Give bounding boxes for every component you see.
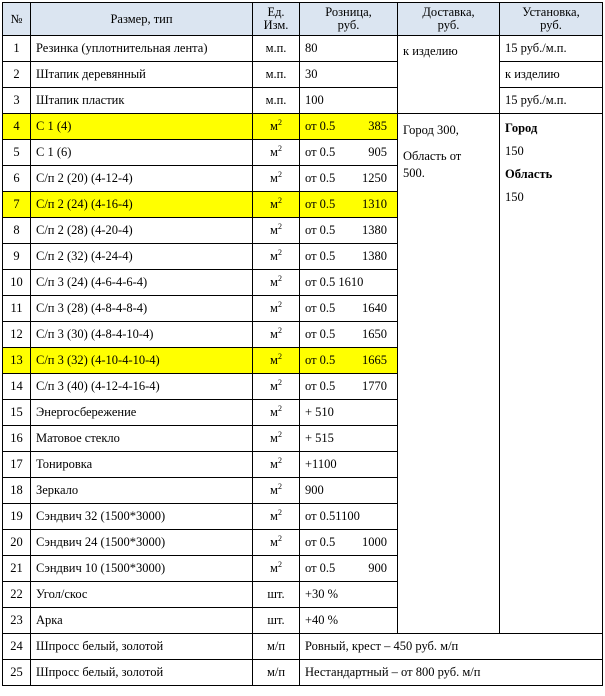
- row-unit: [253, 218, 300, 244]
- install-cell: [500, 88, 603, 114]
- price-value: 900: [368, 561, 387, 575]
- row-name: [31, 478, 253, 504]
- unit-superscript: 2: [277, 533, 282, 543]
- unit-superscript: 2: [277, 221, 282, 231]
- row-number-text: 13: [10, 353, 23, 367]
- row-name-text: С/п 3 (40) (4-12-4-16-4): [36, 379, 160, 393]
- row-price: [300, 270, 398, 296]
- price-value: 1000: [362, 535, 387, 549]
- row-unit-text: м: [270, 561, 278, 575]
- table-row: [3, 36, 603, 62]
- install-text: 15 руб./м.п.: [505, 93, 567, 107]
- row-name: [31, 530, 253, 556]
- row-unit: [253, 166, 300, 192]
- row-name: [31, 556, 253, 582]
- row-price: [300, 296, 398, 322]
- row-price: [300, 556, 398, 582]
- row-number: [3, 374, 31, 400]
- row-name-text: Сэндвич 24 (1500*3000): [36, 535, 166, 549]
- row-name-text: С 1 (4): [36, 119, 72, 133]
- delivery-line: Город 300,: [403, 123, 459, 137]
- row-unit: [253, 504, 300, 530]
- row-name: [31, 660, 253, 686]
- row-number: [3, 166, 31, 192]
- row-unit: [253, 36, 300, 62]
- row-unit-text: м: [270, 119, 278, 133]
- row-unit: [253, 322, 300, 348]
- row-price: [300, 62, 398, 88]
- row-name: [31, 634, 253, 660]
- row-number-text: 18: [10, 483, 23, 497]
- row-unit-text: м: [270, 223, 278, 237]
- row-unit-text: м: [270, 431, 278, 445]
- price-min-qty: от 0.5: [305, 171, 336, 185]
- price-min-qty: от 0.5: [305, 249, 336, 263]
- row-name-text: С/п 2 (28) (4-20-4): [36, 223, 133, 237]
- unit-superscript: 2: [277, 117, 282, 127]
- row-unit: [253, 400, 300, 426]
- row-number-text: 7: [13, 197, 20, 211]
- row-name: [31, 322, 253, 348]
- row-price: [300, 608, 398, 634]
- unit-superscript: 2: [277, 403, 282, 413]
- row-name-text: Арка: [36, 613, 63, 627]
- row-number: [3, 556, 31, 582]
- row-unit-text: м: [270, 405, 278, 419]
- row-name-text: Штапик деревянный: [36, 67, 146, 81]
- row-number-text: 3: [13, 93, 20, 107]
- row-number-text: 11: [10, 301, 23, 315]
- header-unit: Ед. Изм.: [253, 3, 300, 36]
- row-number: [3, 634, 31, 660]
- row-name: [31, 400, 253, 426]
- install-city-label: Город: [505, 121, 538, 135]
- row-name: [31, 192, 253, 218]
- price-text: 80: [305, 41, 318, 55]
- row-number-text: 19: [10, 509, 23, 523]
- row-unit-text: м: [270, 327, 278, 341]
- unit-superscript: 2: [277, 325, 282, 335]
- row-name-text: Сэндвич 32 (1500*3000): [36, 509, 166, 523]
- price-value: 1310: [362, 197, 387, 211]
- row-number: [3, 36, 31, 62]
- row-price: [300, 530, 398, 556]
- unit-superscript: 2: [277, 455, 282, 465]
- unit-superscript: 2: [277, 169, 282, 179]
- unit-superscript: 2: [277, 247, 282, 257]
- row-number-text: 12: [10, 327, 23, 341]
- header-price: Розница, руб.: [300, 3, 398, 36]
- unit-superscript: 2: [277, 481, 282, 491]
- row-price: [300, 36, 398, 62]
- row-name: [31, 218, 253, 244]
- table-row: [3, 62, 603, 88]
- row-name-text: Шпросс белый, золотой: [36, 639, 164, 653]
- row-number-text: 2: [13, 67, 20, 81]
- row-unit: [253, 530, 300, 556]
- install-text: к изделию: [505, 67, 560, 81]
- delivery-cell-items: [398, 36, 500, 114]
- row-unit: [253, 244, 300, 270]
- row-name: [31, 166, 253, 192]
- header-row: [3, 3, 603, 36]
- install-region-label: Область: [505, 167, 553, 181]
- row-name-text: С/п 2 (24) (4-16-4): [36, 197, 133, 211]
- row-number-text: 5: [13, 145, 20, 159]
- price-min-qty: от 0.5: [305, 145, 336, 159]
- row-name-text: С/п 3 (24) (4-6-4-6-4): [36, 275, 148, 289]
- price-text: +40 %: [305, 613, 339, 627]
- price-min-qty: от 0.5: [305, 535, 336, 549]
- price-min-qty: от 0.5: [305, 223, 336, 237]
- price-value: 905: [368, 145, 387, 159]
- row-unit-text: м: [270, 379, 278, 393]
- row-unit-text: шт.: [267, 587, 285, 601]
- table-row: [3, 114, 603, 140]
- row-unit: [253, 192, 300, 218]
- row-name: [31, 608, 253, 634]
- install-cell-glass: [500, 114, 603, 634]
- row-number-text: 15: [10, 405, 23, 419]
- row-unit-text: м: [270, 483, 278, 497]
- row-price: [300, 660, 603, 686]
- row-number-text: 4: [13, 119, 20, 133]
- row-name-text: С/п 2 (32) (4-24-4): [36, 249, 133, 263]
- row-number-text: 1: [13, 41, 20, 55]
- table-row: [3, 634, 603, 660]
- row-number: [3, 244, 31, 270]
- price-min-qty: от 0.5: [305, 379, 336, 393]
- row-name: [31, 62, 253, 88]
- row-number-text: 9: [13, 249, 20, 263]
- row-number: [3, 270, 31, 296]
- price-value: 1665: [362, 353, 387, 367]
- row-unit: [253, 582, 300, 608]
- row-unit: [253, 270, 300, 296]
- unit-superscript: 2: [277, 429, 282, 439]
- row-unit: [253, 426, 300, 452]
- row-number: [3, 478, 31, 504]
- row-number-text: 6: [13, 171, 20, 185]
- row-name-text: Энергосбережение: [36, 405, 137, 419]
- install-cell: [500, 62, 603, 88]
- row-price: [300, 114, 398, 140]
- row-unit: [253, 452, 300, 478]
- row-name: [31, 426, 253, 452]
- row-number: [3, 660, 31, 686]
- row-unit-text: м: [270, 535, 278, 549]
- row-number: [3, 218, 31, 244]
- price-text: +30 %: [305, 587, 339, 601]
- row-number: [3, 114, 31, 140]
- row-unit: [253, 660, 300, 686]
- row-unit: [253, 374, 300, 400]
- row-unit: [253, 556, 300, 582]
- row-name: [31, 88, 253, 114]
- row-price: [300, 348, 398, 374]
- row-unit-text: м/п: [266, 665, 286, 679]
- price-value: 1250: [362, 171, 387, 185]
- row-price: [300, 218, 398, 244]
- row-name-text: С/п 3 (30) (4-8-4-10-4): [36, 327, 154, 341]
- row-name-text: Тонировка: [36, 457, 93, 471]
- row-price: [300, 192, 398, 218]
- delivery-line: Область от: [403, 149, 462, 163]
- price-text: 100: [305, 93, 324, 107]
- row-price: [300, 504, 398, 530]
- price-value: 385: [368, 119, 387, 133]
- price-text: 900: [305, 483, 324, 497]
- row-price: [300, 374, 398, 400]
- row-number-text: 14: [10, 379, 23, 393]
- row-unit-text: м: [270, 301, 278, 315]
- row-unit: [253, 348, 300, 374]
- header-name: Размер, тип: [31, 3, 253, 36]
- unit-superscript: 2: [277, 273, 282, 283]
- row-number: [3, 296, 31, 322]
- row-number: [3, 400, 31, 426]
- row-unit-text: м: [270, 197, 278, 211]
- row-number-text: 17: [10, 457, 23, 471]
- row-price: [300, 452, 398, 478]
- row-number: [3, 192, 31, 218]
- row-name: [31, 270, 253, 296]
- price-min-qty: от 0.5: [305, 353, 336, 367]
- header-install: Установка, руб.: [500, 3, 603, 36]
- row-number: [3, 530, 31, 556]
- row-unit-text: м: [270, 171, 278, 185]
- row-number: [3, 88, 31, 114]
- row-unit: [253, 62, 300, 88]
- row-number: [3, 504, 31, 530]
- row-name: [31, 452, 253, 478]
- row-unit-text: м: [270, 249, 278, 263]
- price-value: 1770: [362, 379, 387, 393]
- row-name-text: Резинка (уплотнительная лента): [36, 41, 208, 55]
- row-unit: [253, 140, 300, 166]
- row-unit-text: м.п.: [265, 67, 287, 81]
- price-value: 1640: [362, 301, 387, 315]
- install-text: 15 руб./м.п.: [505, 41, 567, 55]
- price-min-qty: от 0.5: [305, 301, 336, 315]
- row-unit: [253, 608, 300, 634]
- row-number-text: 10: [10, 275, 23, 289]
- delivery-cell-glass: [398, 114, 500, 634]
- price-text: Ровный, крест – 450 руб. м/п: [305, 639, 459, 653]
- delivery-to-item: к изделию: [403, 44, 458, 58]
- price-min-qty: от 0.5: [305, 119, 336, 133]
- row-unit: [253, 478, 300, 504]
- row-unit-text: м/п: [266, 639, 286, 653]
- row-name-text: Сэндвич 10 (1500*3000): [36, 561, 166, 575]
- unit-superscript: 2: [277, 351, 282, 361]
- price-text: от 0.5 1610: [305, 275, 364, 289]
- row-name-text: С/п 2 (20) (4-12-4): [36, 171, 133, 185]
- row-name-text: С/п 3 (28) (4-8-4-8-4): [36, 301, 148, 315]
- unit-superscript: 2: [277, 143, 282, 153]
- row-unit-text: м.п.: [265, 41, 287, 55]
- row-number-text: 20: [10, 535, 23, 549]
- price-text: от 0.51100: [305, 509, 360, 523]
- price-table: [2, 2, 603, 686]
- row-name: [31, 114, 253, 140]
- row-price: [300, 244, 398, 270]
- row-number: [3, 452, 31, 478]
- row-unit: [253, 114, 300, 140]
- install-region-value: 150: [505, 190, 524, 204]
- header-delivery: Доставка, руб.: [398, 3, 500, 36]
- price-value: 1380: [362, 223, 387, 237]
- header-num: №: [3, 3, 31, 36]
- unit-superscript: 2: [277, 559, 282, 569]
- row-number-text: 8: [13, 223, 20, 237]
- row-name: [31, 504, 253, 530]
- price-min-qty: от 0.5: [305, 561, 336, 575]
- row-number-text: 23: [10, 613, 23, 627]
- row-unit-text: м: [270, 509, 278, 523]
- unit-superscript: 2: [277, 507, 282, 517]
- row-unit-text: м: [270, 353, 278, 367]
- price-text: + 515: [305, 431, 334, 445]
- row-price: [300, 400, 398, 426]
- row-unit-text: м: [270, 145, 278, 159]
- row-number-text: 25: [10, 665, 23, 679]
- row-price: [300, 88, 398, 114]
- row-number-text: 24: [10, 639, 23, 653]
- row-unit-text: м: [270, 457, 278, 471]
- row-name-text: Штапик пластик: [36, 93, 125, 107]
- row-number: [3, 582, 31, 608]
- price-value: 1650: [362, 327, 387, 341]
- price-text: Нестандартный – от 800 руб. м/п: [305, 665, 481, 679]
- table-row: [3, 660, 603, 686]
- table-row: [3, 88, 603, 114]
- row-name-text: С 1 (6): [36, 145, 72, 159]
- row-number: [3, 348, 31, 374]
- row-name-text: С/п 3 (32) (4-10-4-10-4): [36, 353, 160, 367]
- price-text: 30: [305, 67, 318, 81]
- row-price: [300, 322, 398, 348]
- row-number: [3, 322, 31, 348]
- row-price: [300, 166, 398, 192]
- row-name: [31, 348, 253, 374]
- row-price: [300, 140, 398, 166]
- unit-superscript: 2: [277, 377, 282, 387]
- row-name: [31, 296, 253, 322]
- row-price: [300, 478, 398, 504]
- row-name-text: Матовое стекло: [36, 431, 120, 445]
- price-min-qty: от 0.5: [305, 197, 336, 211]
- row-unit: [253, 634, 300, 660]
- unit-superscript: 2: [277, 299, 282, 309]
- price-value: 1380: [362, 249, 387, 263]
- price-text: + 510: [305, 405, 334, 419]
- row-unit-text: м.п.: [265, 93, 287, 107]
- row-price: [300, 426, 398, 452]
- row-unit-text: м: [270, 275, 278, 289]
- row-number: [3, 62, 31, 88]
- row-price: [300, 634, 603, 660]
- price-text: +1100: [305, 457, 337, 471]
- row-unit-text: шт.: [267, 613, 285, 627]
- row-name: [31, 36, 253, 62]
- row-unit: [253, 88, 300, 114]
- row-number-text: 22: [10, 587, 23, 601]
- row-number: [3, 140, 31, 166]
- row-number-text: 16: [10, 431, 23, 445]
- install-city-value: 150: [505, 144, 524, 158]
- row-name-text: Зеркало: [36, 483, 79, 497]
- delivery-line: 500.: [403, 166, 425, 180]
- row-number: [3, 608, 31, 634]
- row-number-text: 21: [10, 561, 23, 575]
- row-number: [3, 426, 31, 452]
- row-price: [300, 582, 398, 608]
- row-name: [31, 374, 253, 400]
- row-name-text: Угол/скос: [36, 587, 88, 601]
- row-name: [31, 244, 253, 270]
- row-name: [31, 582, 253, 608]
- row-name-text: Шпросс белый, золотой: [36, 665, 164, 679]
- row-name: [31, 140, 253, 166]
- install-cell: [500, 36, 603, 62]
- unit-superscript: 2: [277, 195, 282, 205]
- price-min-qty: от 0.5: [305, 327, 336, 341]
- row-unit: [253, 296, 300, 322]
